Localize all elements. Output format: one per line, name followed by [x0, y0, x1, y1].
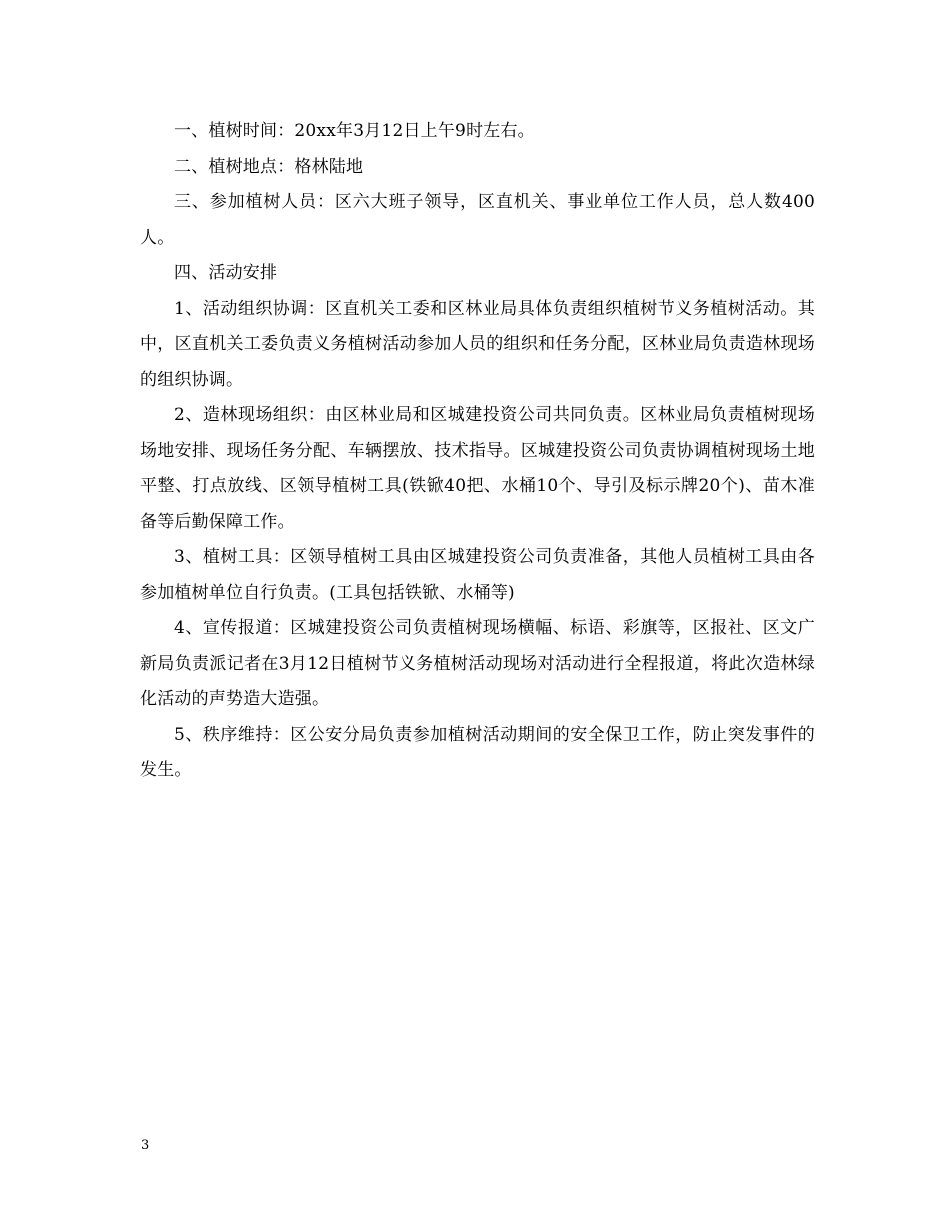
- paragraph-coordination: 1、活动组织协调：区直机关工委和区林业局具体负责组织植树节义务植树活动。其中，区直机关工委负责义务植树活动参加人员的组织和任务分配，区林业局负责造林现场的组织协调。: [140, 298, 815, 390]
- paragraph-activity-arrangement-heading: 四、活动安排: [174, 263, 278, 283]
- paragraph-order-maintenance: 5、秩序维持：区公安分局负责参加植树活动期间的安全保卫工作，防止突发事件的发生。: [140, 724, 815, 780]
- paragraph-planting-location: 二、植树地点：格林陆地: [174, 156, 364, 177]
- paragraph-tools: 3、植树工具：区领导植树工具由区城建投资公司负责准备，其他人员植树工具由各参加植树单位自行负责。(工具包括铁锨、水桶等): [140, 547, 815, 603]
- paragraph-participants: 三、参加植树人员：区六大班子领导，区直机关、事业单位工作人员，总人数400人。: [140, 192, 815, 248]
- paragraph-site-organization: 2、造林现场组织：由区林业局和区城建投资公司共同负责。区林业局负责植树现场场地安排、现场任务分配、车辆摆放、技术指导。区城建投资公司负责协调植树现场土地平整、打点放线、区领导植树工具(铁锨40把、水桶10个、导引及标示牌20个)、苗木准备等后勤保障工作。: [140, 405, 815, 532]
- document-body: [140, 114, 815, 789]
- paragraph-publicity: 4、宣传报道：区城建投资公司负责植树现场横幅、标语、彩旗等，区报社、区文广新局负责派记者在3月12日植树节义务植树活动现场对活动进行全程报道，将此次造林绿化活动的声势造大造强。: [140, 618, 815, 709]
- page-number: 3: [141, 1138, 150, 1153]
- paragraph-planting-time: 一、植树时间：20xx年3月12日上午9时左右。: [174, 121, 535, 141]
